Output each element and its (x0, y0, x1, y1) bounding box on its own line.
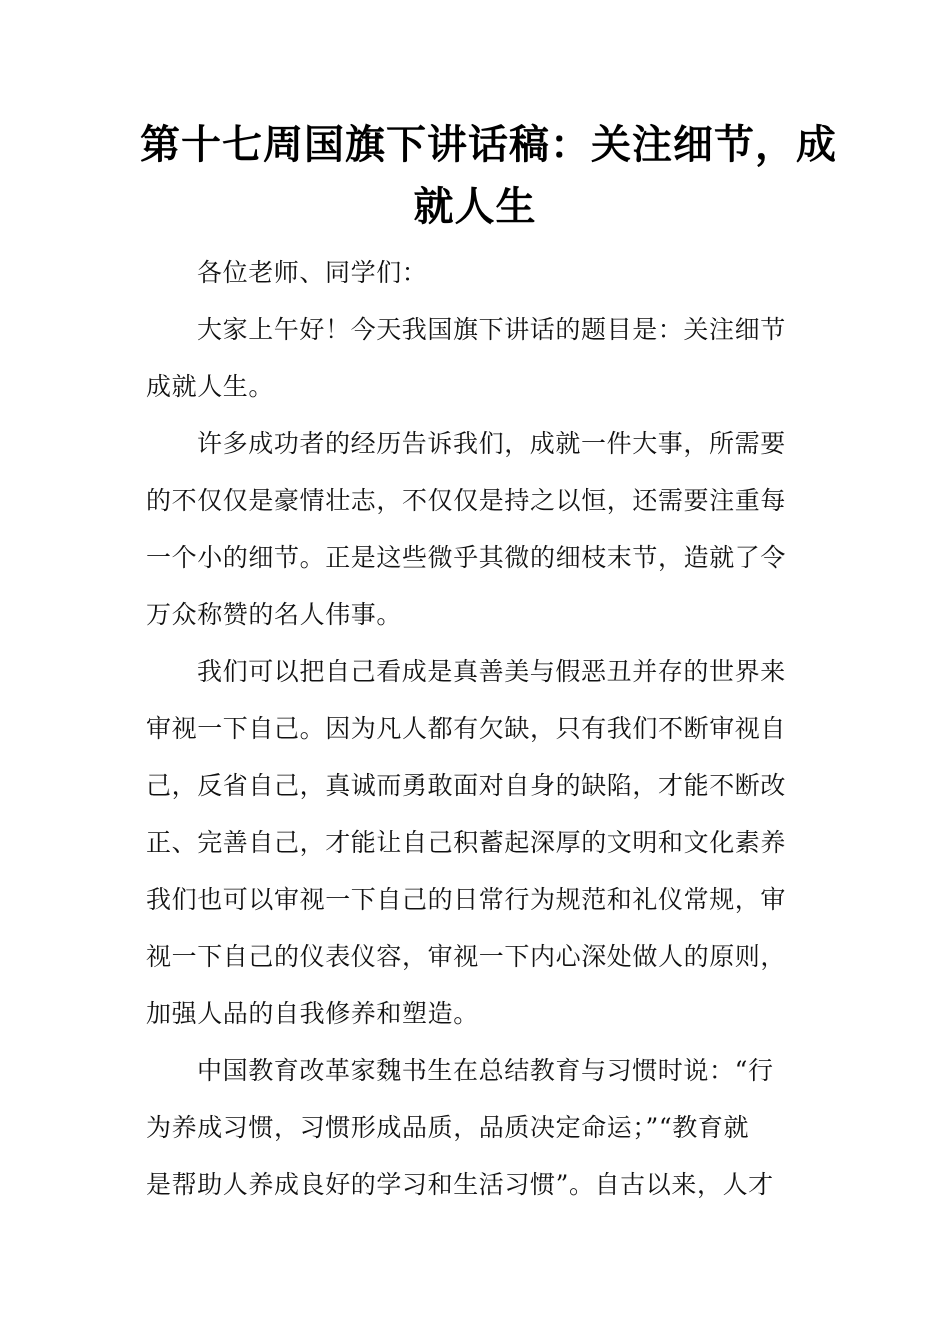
body-line: 己，反省自己，真诚而勇敢面对自身的缺陷，才能不断改 (146, 771, 787, 800)
body-line: 大家上午好！今天我国旗下讲话的题目是：关注细节 (197, 315, 786, 344)
body-line: 为养成习惯，习惯形成品质，品质决定命运；”“教育就 (146, 1113, 750, 1142)
body-line: 加强人品的自我修养和塑造。 (146, 999, 479, 1028)
body-line: 正、完善自己，才能让自己积蓄起深厚的文明和文化素养 (146, 828, 787, 857)
body-line: 视一下自己的仪表仪容，审视一下内心深处做人的原则， (146, 942, 787, 971)
title-line-1: 第十七周国旗下讲话稿：关注细节，成 (140, 122, 837, 168)
body-line: 中国教育改革家魏书生在总结教育与习惯时说：“行 (197, 1056, 774, 1085)
body-line: 我们也可以审视一下自己的日常行为规范和礼仪常规，审 (146, 885, 787, 914)
page-title (140, 114, 837, 238)
body-line: 是帮助人养成良好的学习和生活习惯”。自古以来，人才 (146, 1170, 774, 1199)
body-line: 成就人生。 (146, 372, 275, 401)
body-line: 一个小的细节。正是这些微乎其微的细枝末节，造就了令 (146, 543, 787, 572)
body-line: 我们可以把自己看成是真善美与假恶丑并存的世界来 (197, 657, 786, 686)
title-line-2: 就人生 (413, 184, 537, 230)
salutation: 各位老师、同学们： (197, 258, 428, 287)
body-line: 的不仅仅是豪情壮志，不仅仅是持之以恒，还需要注重每 (146, 486, 787, 515)
body-line: 审视一下自己。因为凡人都有欠缺，只有我们不断审视自 (146, 714, 787, 743)
body-line: 万众称赞的名人伟事。 (146, 600, 403, 629)
body-line: 许多成功者的经历告诉我们，成就一件大事，所需要 (197, 429, 786, 458)
